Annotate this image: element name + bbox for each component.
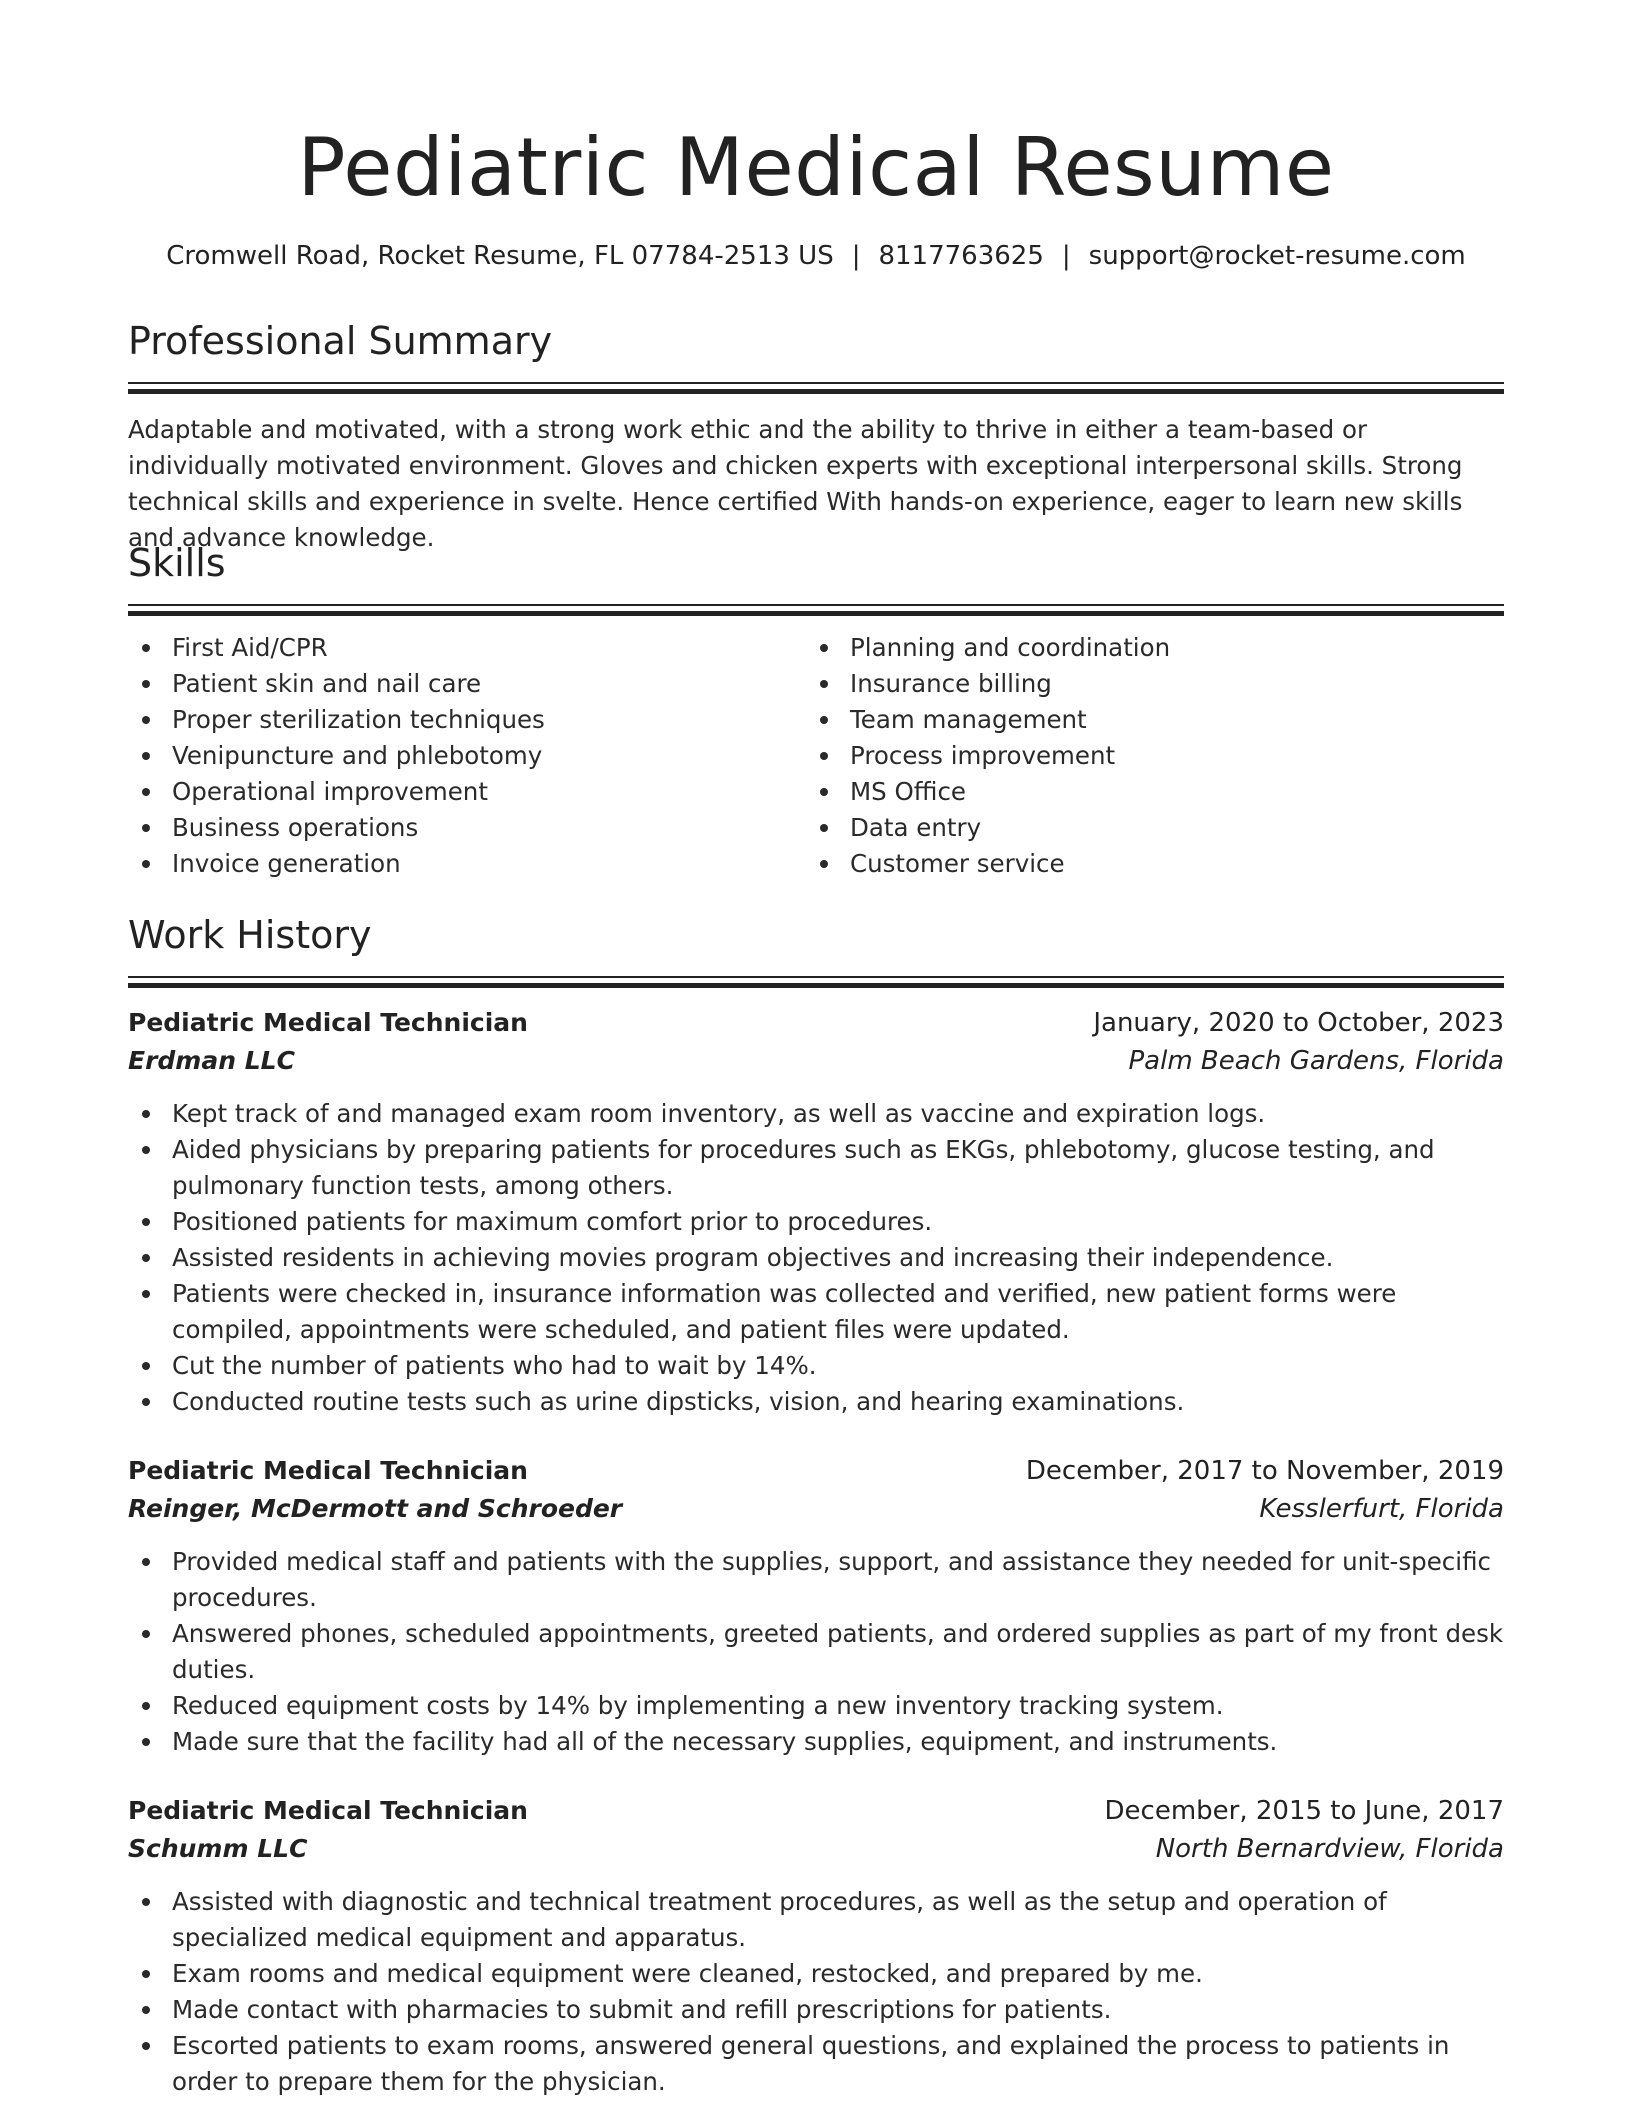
skill-item: Customer service <box>806 846 1484 882</box>
skill-item: Planning and coordination <box>806 630 1484 666</box>
contact-separator: | <box>851 241 861 271</box>
job-bullet: Escorted patients to exam rooms, answered general questions, and explained the process to patients in order to prepare them for the physician. <box>128 2028 1504 2100</box>
job-company: Schumm LLC <box>128 1834 308 1863</box>
skill-item: Operational improvement <box>128 774 806 810</box>
job-bullet: Conducted routine tests such as urine dipsticks, vision, and hearing examinations. <box>128 1384 1504 1420</box>
job-company-row <box>128 1490 1504 1528</box>
job-bullet: Made contact with pharmacies to submit and refill prescriptions for patients. <box>128 1992 1504 2028</box>
job-header-row <box>128 1792 1504 1830</box>
job-bullets <box>128 1544 1504 1760</box>
job-location: Kesslerfurt, Florida <box>1259 1494 1504 1524</box>
job-bullet: Cut the number of patients who had to wait by 14%. <box>128 1348 1504 1384</box>
skill-item: Insurance billing <box>806 666 1484 702</box>
job-entry <box>128 1452 1504 1760</box>
job-dates: December, 2017 to November, 2019 <box>1025 1456 1504 1486</box>
job-location: Palm Beach Gardens, Florida <box>1128 1046 1504 1076</box>
skills-columns <box>128 630 1504 882</box>
contact-line <box>128 236 1504 276</box>
contact-email: support@rocket-resume.com <box>1088 241 1466 271</box>
section-divider-thick <box>128 389 1504 394</box>
job-bullet: Reduced equipment costs by 14% by implementing a new inventory tracking system. <box>128 1688 1504 1724</box>
job-header-row <box>128 1004 1504 1042</box>
job-company-row <box>128 1042 1504 1080</box>
job-bullet: Provided medical staff and patients with the supplies, support, and assistance they needed for unit-specific procedures. <box>128 1544 1504 1616</box>
job-dates: December, 2015 to June, 2017 <box>1104 1796 1504 1826</box>
job-entry <box>128 1792 1504 2100</box>
skill-item: Proper sterilization techniques <box>128 702 806 738</box>
summary-heading: Professional Summary <box>128 319 553 363</box>
job-bullet: Patients were checked in, insurance information was collected and verified, new patient forms were compiled, appointments were scheduled, and patient files were updated. <box>128 1276 1504 1348</box>
work-history-heading: Work History <box>128 913 372 957</box>
job-bullet: Answered phones, scheduled appointments, greeted patients, and ordered supplies as part of my front desk duties. <box>128 1616 1504 1688</box>
job-title: Pediatric Medical Technician <box>128 1796 528 1825</box>
section-divider-thick <box>128 611 1504 616</box>
job-company-row <box>128 1830 1504 1868</box>
work-history-section <box>128 910 1504 2100</box>
section-divider-thick <box>128 983 1504 988</box>
section-divider <box>128 604 1504 606</box>
contact-address: Cromwell Road, Rocket Resume, FL 07784-2513 US <box>166 241 834 271</box>
job-bullet: Made sure that the facility had all of the necessary supplies, equipment, and instruments. <box>128 1724 1504 1760</box>
skill-item: Process improvement <box>806 738 1484 774</box>
skill-item: MS Office <box>806 774 1484 810</box>
skills-heading: Skills <box>128 541 226 585</box>
job-header-row <box>128 1452 1504 1490</box>
job-entry <box>128 1004 1504 1420</box>
skill-item: Invoice generation <box>128 846 806 882</box>
section-divider <box>128 976 1504 978</box>
skill-item: Patient skin and nail care <box>128 666 806 702</box>
section-divider <box>128 382 1504 384</box>
job-bullets <box>128 1096 1504 1420</box>
skills-section <box>128 538 1504 882</box>
job-bullet: Assisted with diagnostic and technical treatment procedures, as well as the setup and operation of specialized medical equipment and apparatus. <box>128 1884 1504 1956</box>
job-dates: January, 2020 to October, 2023 <box>1093 1008 1504 1038</box>
skill-item: Business operations <box>128 810 806 846</box>
job-bullet: Aided physicians by preparing patients for procedures such as EKGs, phlebotomy, glucose testing, and pulmonary function tests, among others. <box>128 1132 1504 1204</box>
job-title: Pediatric Medical Technician <box>128 1456 528 1485</box>
skill-item: Team management <box>806 702 1484 738</box>
summary-text: Adaptable and motivated, with a strong work ethic and the ability to thrive in either a team-based or individually motivated environment. Gloves and chicken experts with exceptional interpersonal skills. Strong technical skills and experience in svelte. Hence certified With hands-on experience, eager to learn new skills and advance knowledge. <box>128 415 1463 552</box>
skills-list-left <box>128 630 806 882</box>
skills-list-right <box>806 630 1484 882</box>
contact-separator: | <box>1061 241 1071 271</box>
job-bullets <box>128 1884 1504 2100</box>
contact-phone: 8117763625 <box>878 241 1044 271</box>
skill-item: First Aid/CPR <box>128 630 806 666</box>
job-bullet: Positioned patients for maximum comfort prior to procedures. <box>128 1204 1504 1240</box>
job-bullet: Assisted residents in achieving movies program objectives and increasing their independence. <box>128 1240 1504 1276</box>
job-bullet: Kept track of and managed exam room inventory, as well as vaccine and expiration logs. <box>128 1096 1504 1132</box>
job-bullet: Exam rooms and medical equipment were cleaned, restocked, and prepared by me. <box>128 1956 1504 1992</box>
resume-title: Pediatric Medical Resume <box>297 121 1335 214</box>
job-location: North Bernardview, Florida <box>1155 1834 1504 1864</box>
job-title: Pediatric Medical Technician <box>128 1008 528 1037</box>
summary-section <box>128 316 1504 556</box>
skill-item: Venipuncture and phlebotomy <box>128 738 806 774</box>
job-company: Reinger, McDermott and Schroeder <box>128 1494 623 1523</box>
job-company: Erdman LLC <box>128 1046 295 1075</box>
skill-item: Data entry <box>806 810 1484 846</box>
